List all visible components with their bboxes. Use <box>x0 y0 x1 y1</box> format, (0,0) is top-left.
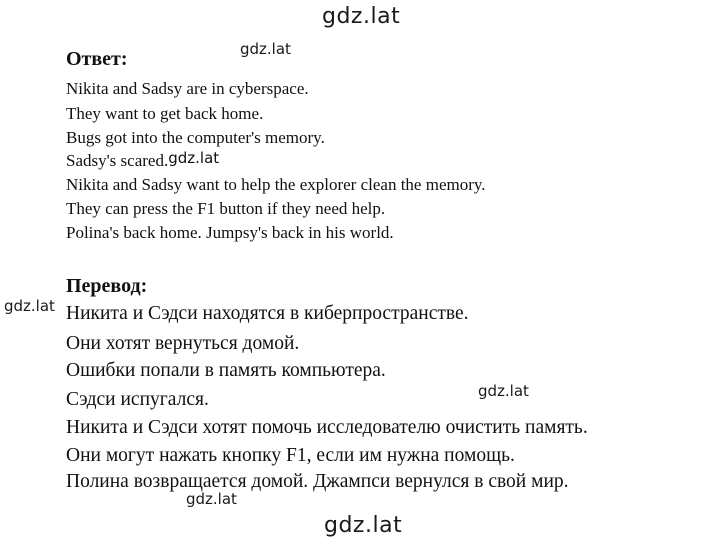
translation-line: Полина возвращается домой. Джампси вернулся в свой мир. <box>66 471 569 492</box>
answer-line: Nikita and Sadsy are in cyberspace. <box>66 79 309 98</box>
translation-line: Никита и Сэдси находятся в киберпространстве. <box>66 303 469 324</box>
watermark-lower: gdz.lat <box>186 490 237 508</box>
watermark-inline: gdz.lat <box>168 149 220 167</box>
answer-line: Nikita and Sadsy want to help the explorer clean the memory. <box>66 175 486 194</box>
watermark-near-answer: gdz.lat <box>240 40 291 58</box>
answer-line: They can press the F1 button if they need help. <box>66 199 386 218</box>
answer-line: Bugs got into the computer's memory. <box>66 128 325 147</box>
answer-line: They want to get back home. <box>66 104 264 123</box>
translation-line: Они могут нажать кнопку F1, если им нужна помощь. <box>66 445 515 466</box>
answer-line-text: Sadsy's scared. <box>66 151 169 170</box>
watermark-bottom: gdz.lat <box>324 513 403 538</box>
translation-line: Они хотят вернуться домой. <box>66 333 300 354</box>
answer-line <box>66 151 219 171</box>
answer-heading: Ответ: <box>66 48 128 70</box>
translation-line: Никита и Сэдси хотят помочь исследователю очистить память. <box>66 417 588 438</box>
translation-line: Сэдси испугался. <box>66 389 209 410</box>
translation-line: Ошибки попали в память компьютера. <box>66 360 386 381</box>
translation-heading: Перевод: <box>66 275 148 297</box>
watermark-left: gdz.lat <box>4 297 55 315</box>
answer-line: Polina's back home. Jumpsy's back in his world. <box>66 223 394 242</box>
watermark-right: gdz.lat <box>478 382 529 400</box>
watermark-top: gdz.lat <box>322 4 401 29</box>
